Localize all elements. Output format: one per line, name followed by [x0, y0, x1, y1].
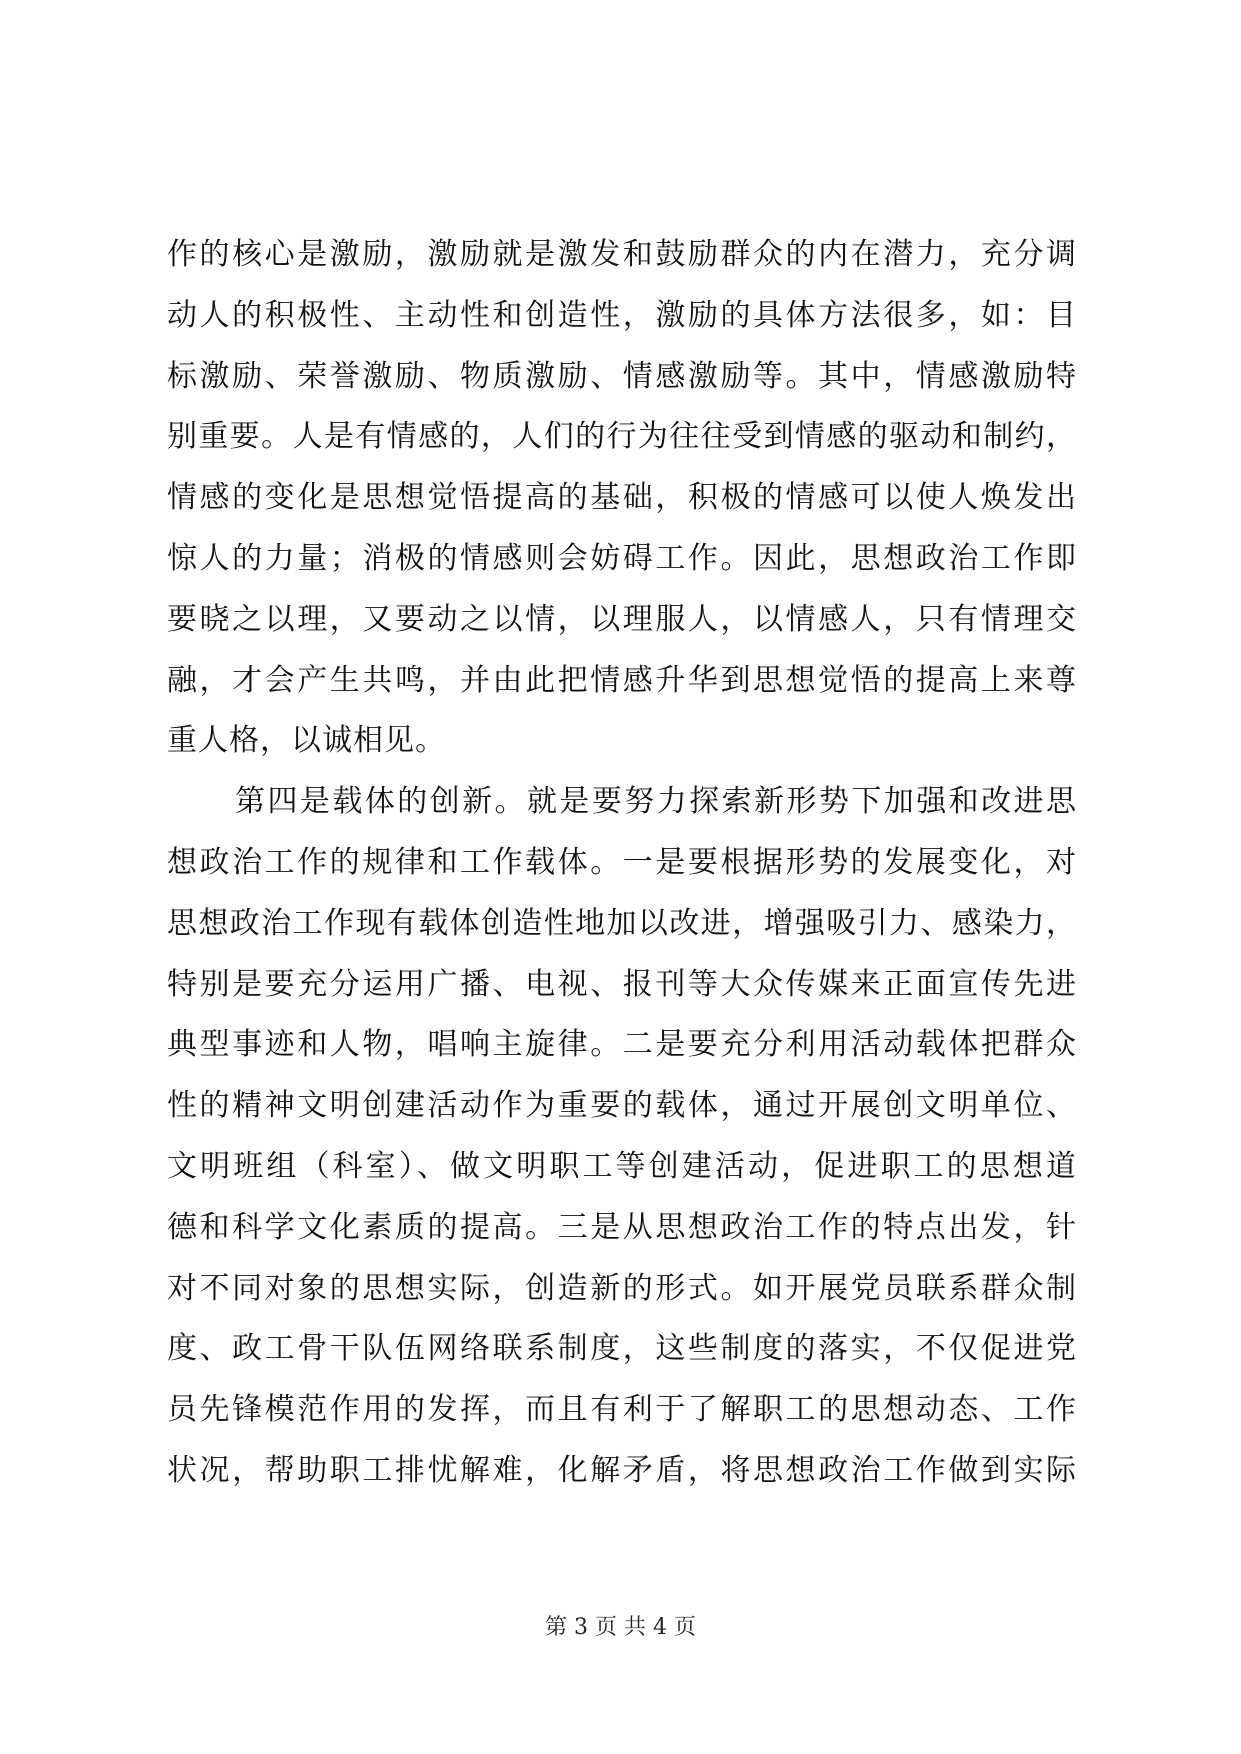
text-line: 德和科学文化素质的提高。三是从思想政治工作的特点出发，针: [167, 1209, 1077, 1245]
text-line: 作的核心是激励，激励就是激发和鼓励群众的内在潜力，充分调: [167, 237, 1077, 272]
text-line: 标激励、荣誉激励、物质激励、情感激励等。其中，情感激励特: [167, 358, 1077, 394]
text-line: 情感的变化是思想觉悟提高的基础，积极的情感可以使人焕发出: [167, 480, 1077, 516]
text-line: 想政治工作的规律和工作载体。一是要根据形势的发展变化，对: [167, 844, 1077, 880]
paragraph-start-line: 第四是载体的创新。就是要努力探索新形势下加强和改进思: [235, 784, 1077, 820]
page-number-footer: 第 3 页 共 4 页: [545, 1615, 696, 1640]
text-line: 典型事迹和人物，唱响主旋律。二是要充分利用活动载体把群众: [167, 1027, 1077, 1063]
text-line: 特别是要充分运用广播、电视、报刊等大众传媒来正面宣传先进: [167, 966, 1077, 1002]
text-line: 对不同对象的思想实际，创造新的形式。如开展党员联系群众制: [167, 1270, 1077, 1306]
body-text: [167, 225, 1077, 1502]
text-line: 性的精神文明创建活动作为重要的载体，通过开展创文明单位、: [167, 1088, 1077, 1124]
text-line: 别重要。人是有情感的，人们的行为往往受到情感的驱动和制约，: [167, 419, 1077, 455]
text-line: 思想政治工作现有载体创造性地加以改进，增强吸引力、感染力，: [167, 905, 1077, 941]
text-line: 融，才会产生共鸣，并由此把情感升华到思想觉悟的提高上来尊: [167, 662, 1077, 698]
text-line: 度、政工骨干队伍网络联系制度，这些制度的落实，不仅促进党: [167, 1331, 1077, 1367]
text-line: 动人的积极性、主动性和创造性，激励的具体方法很多，如：目: [167, 297, 1077, 333]
text-line: 惊人的力量；消极的情感则会妨碍工作。因此，思想政治工作即: [167, 540, 1077, 576]
text-line: 状况，帮助职工排忧解难，化解矛盾，将思想政治工作做到实际: [167, 1452, 1077, 1488]
text-line: 重人格，以诚相见。: [167, 723, 446, 759]
text-line: 要晓之以理，又要动之以情，以理服人，以情感人，只有情理交: [167, 601, 1077, 637]
text-line: 员先锋模范作用的发挥，而且有利于了解职工的思想动态、工作: [167, 1392, 1077, 1428]
text-line: 文明班组（科室）、做文明职工等创建活动，促进职工的思想道: [167, 1148, 1077, 1184]
